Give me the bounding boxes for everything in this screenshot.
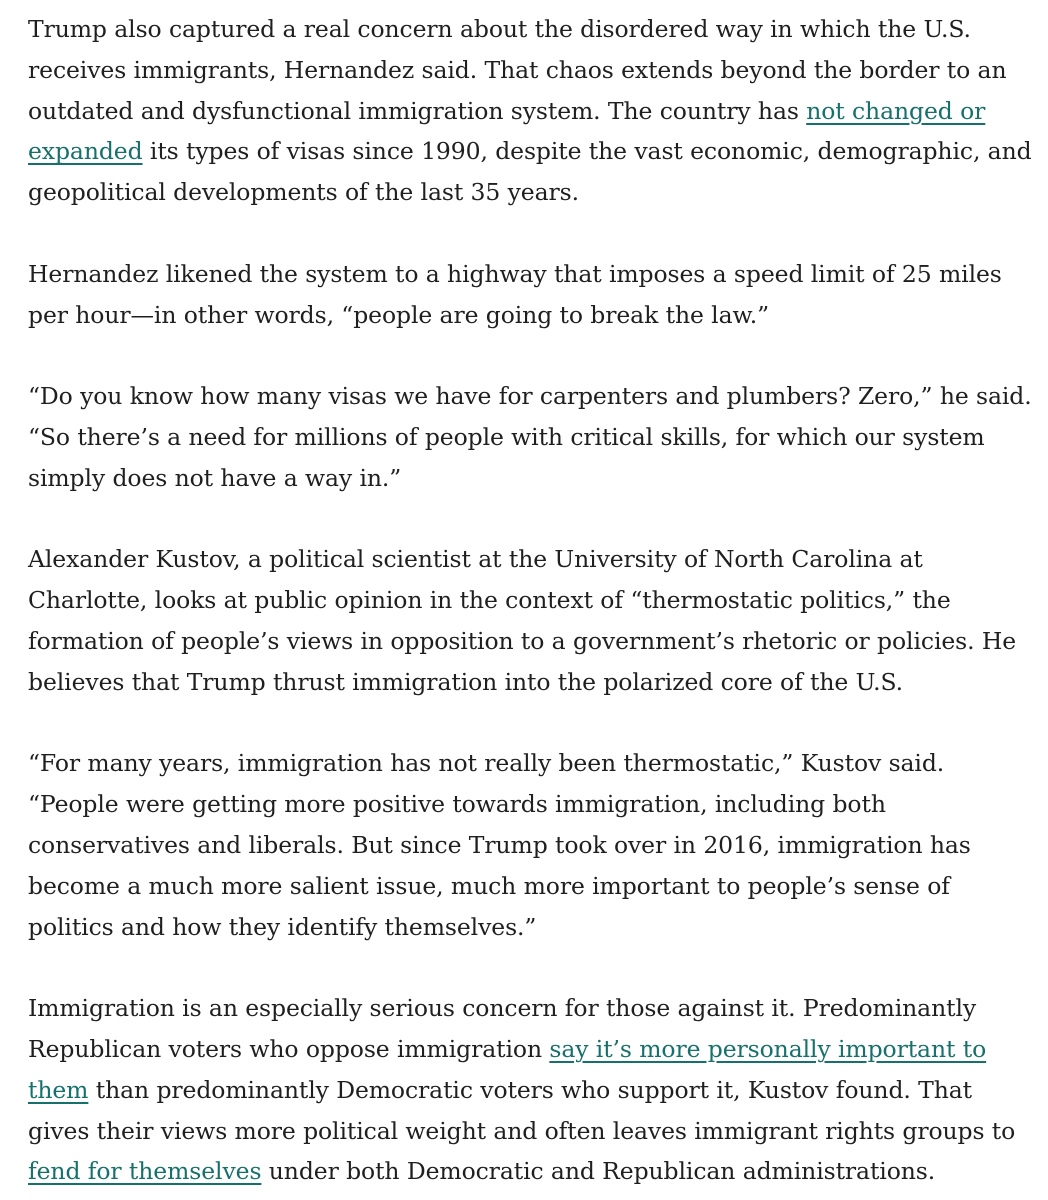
paragraph-text: its types of visas since 1990, despite the vast economic, demographic, and geopolitical developments of the last 35 years. xyxy=(28,137,1032,207)
paragraph-highway: Hernandez likened the system to a highway that imposes a speed limit of 25 miles per hour—in other words, “people are going to break the law.” xyxy=(28,259,1002,329)
paragraph-text: than predominantly Democratic voters who support it, Kustov found. That gives their views more political weight and often leaves immigrant rights groups to xyxy=(28,1075,1016,1145)
paragraph-visas xyxy=(28,9,1032,213)
link-not-changed-or-expanded[interactable]: not changed or expanded xyxy=(28,96,986,166)
link-personally-important[interactable]: say it’s more personally important to them xyxy=(28,1034,987,1104)
paragraph-text: Trump also captured a real concern about the disordered way in which the U.S. receives immigrants, Hernandez said. That chaos extends beyond the border to an outdated and dysfunctional immigration system. The country has xyxy=(28,15,1007,125)
paragraph-serious-concern xyxy=(28,988,1032,1192)
paragraph-kustov-quote: “For many years, immigration has not really been thermostatic,” Kustov said. “People were getting more positive towards immigration, including both conservatives and liberals. But since Trump took over in 2016, immigration has become a much more salient issue, much more important to people’s sense of politics and how they identify themselves.” xyxy=(28,749,971,941)
paragraph-kustov-intro: Alexander Kustov, a political scientist at the University of North Carolina at Charlotte, looks at public opinion in the context of “thermostatic politics,” the formation of people’s views in opposition to a government’s rhetoric or policies. He believes that Trump thrust immigration into the polarized core of the U.S. xyxy=(28,545,1017,696)
paragraph-carpenters-quote: “Do you know how many visas we have for carpenters and plumbers? Zero,” he said. “So there’s a need for millions of people with critical skills, for which our system simply does not have a way in.” xyxy=(28,382,1032,492)
paragraph-text: Immigration is an especially serious concern for those against it. Predominantly Republican voters who oppose immigration xyxy=(28,994,977,1063)
link-fend-for-themselves[interactable]: fend for themselves xyxy=(28,1157,262,1186)
paragraph-text: under both Democratic and Republican administrations. xyxy=(261,1157,936,1186)
